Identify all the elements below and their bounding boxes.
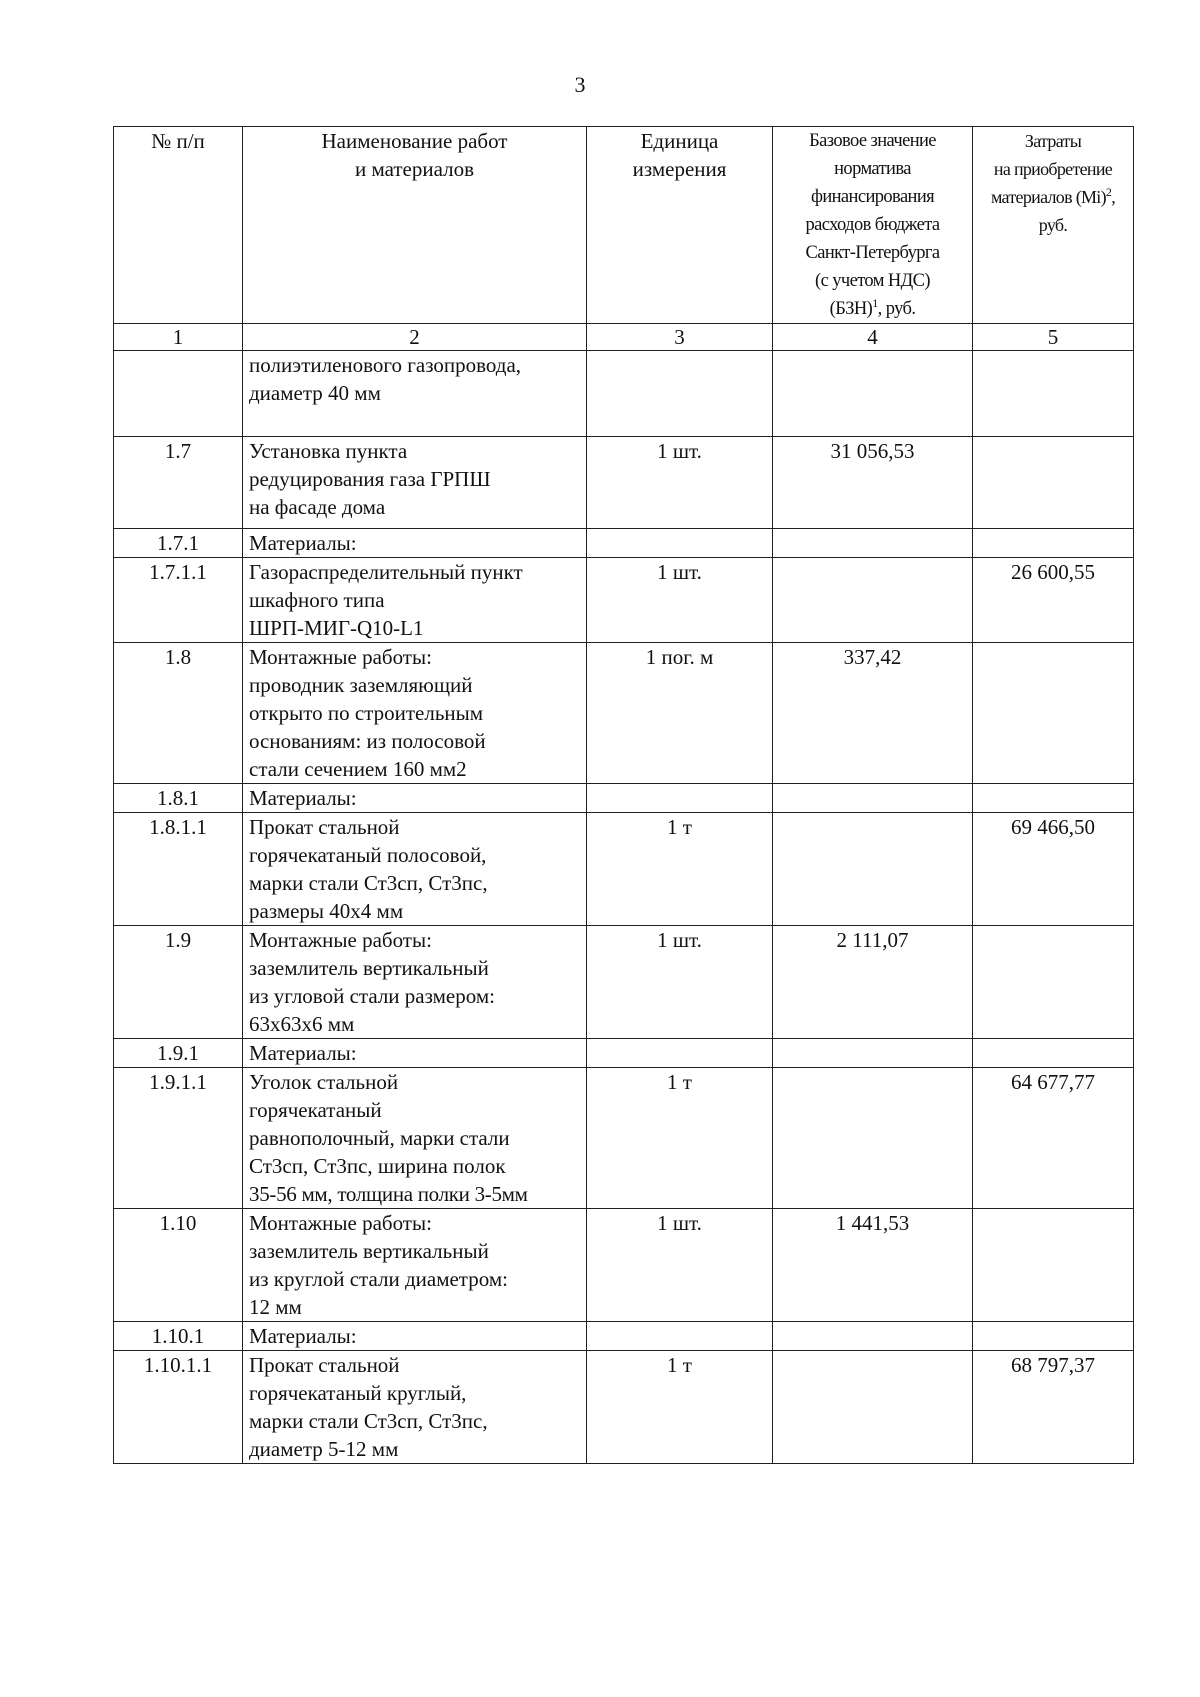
- header-col-name: [243, 127, 587, 324]
- footnote-1-mark: 1: [872, 295, 878, 310]
- row-name-line: 35-56 мм, толщина полки 3-5мм: [249, 1182, 528, 1206]
- row-materials-cost: [973, 643, 1134, 784]
- row-name: [243, 926, 587, 1039]
- row-materials-cost: 26 600,55: [973, 558, 1134, 643]
- row-materials-cost: [973, 437, 1134, 529]
- row-name-line: Монтажные работы:: [249, 1211, 432, 1235]
- row-name-line: редуцирования газа ГРПШ: [249, 467, 491, 491]
- row-name: [243, 558, 587, 643]
- row-materials-cost: [973, 351, 1134, 437]
- row-base-value: [773, 1039, 973, 1068]
- row-name-line: ШРП-МИГ-Q10-L1: [249, 616, 424, 640]
- row-name-line: на фасаде дома: [249, 495, 386, 519]
- table-row: [114, 558, 1134, 643]
- row-materials-cost: [973, 529, 1134, 558]
- row-base-value: [773, 351, 973, 437]
- row-name-line: Материалы:: [249, 531, 357, 555]
- header-col-base-currency: , руб.: [877, 299, 916, 319]
- row-unit: 1 т: [587, 1068, 773, 1209]
- row-name-line: заземлитель вертикальный: [249, 956, 489, 980]
- header-col-base-line: норматива: [834, 159, 911, 179]
- row-name: [243, 1209, 587, 1322]
- row-unit: [587, 1322, 773, 1351]
- row-name: [243, 784, 587, 813]
- table-row: [114, 1322, 1134, 1351]
- row-name-line: Ст3сп, Ст3пс, ширина полок: [249, 1154, 506, 1178]
- table-row: [114, 529, 1134, 558]
- header-col-number: [114, 127, 243, 324]
- header-col-materials-line: руб.: [1038, 215, 1068, 235]
- column-number: 1: [114, 324, 243, 351]
- row-number: 1.7.1: [114, 529, 243, 558]
- row-number: 1.7: [114, 437, 243, 529]
- row-materials-cost: 64 677,77: [973, 1068, 1134, 1209]
- row-name-line: горячекатаный: [249, 1098, 382, 1122]
- table-row: [114, 643, 1134, 784]
- header-col-materials-line: Затраты: [1024, 131, 1082, 151]
- header-col-materials-cost: [973, 127, 1134, 324]
- row-materials-cost: [973, 784, 1134, 813]
- row-name-line: Материалы:: [249, 786, 357, 810]
- row-materials-cost: 68 797,37: [973, 1351, 1134, 1464]
- column-number-row: [114, 324, 1134, 351]
- column-number: 3: [587, 324, 773, 351]
- table-row: [114, 926, 1134, 1039]
- row-base-value: [773, 1351, 973, 1464]
- row-base-value: 337,42: [773, 643, 973, 784]
- row-name-line: из круглой стали диаметром:: [249, 1267, 508, 1291]
- row-name-line: марки стали Ст3сп, Ст3пс,: [249, 871, 488, 895]
- row-name-line: из угловой стали размером:: [249, 984, 495, 1008]
- table-row: [114, 437, 1134, 529]
- row-number: 1.10.1: [114, 1322, 243, 1351]
- row-name-line: марки стали Ст3сп, Ст3пс,: [249, 1409, 488, 1433]
- row-base-value: [773, 1068, 973, 1209]
- row-name-line: Монтажные работы:: [249, 645, 432, 669]
- row-name: [243, 351, 587, 437]
- row-name-line: проводник заземляющий: [249, 673, 473, 697]
- header-col-base-line: (с учетом НДС): [815, 271, 930, 291]
- column-number: 5: [973, 324, 1134, 351]
- row-name: [243, 529, 587, 558]
- footnote-2-mark: 2: [1105, 185, 1112, 199]
- row-materials-cost: 69 466,50: [973, 813, 1134, 926]
- row-number: 1.10: [114, 1209, 243, 1322]
- row-name-line: диаметр 40 мм: [249, 381, 381, 405]
- header-col-base-line: финансирования: [810, 187, 935, 207]
- row-unit: 1 шт.: [587, 558, 773, 643]
- row-number: 1.9: [114, 926, 243, 1039]
- header-row: [114, 127, 1134, 324]
- row-name-line: основаниям: из полосовой: [249, 729, 486, 753]
- table-row: [114, 351, 1134, 437]
- row-name-line: горячекатаный полосовой,: [249, 843, 487, 867]
- table-row: [114, 784, 1134, 813]
- row-number: 1.10.1.1: [114, 1351, 243, 1464]
- row-name-line: размеры 40х4 мм: [249, 899, 404, 923]
- row-name-line: равнополочный, марки стали: [249, 1126, 510, 1150]
- row-base-value: [773, 558, 973, 643]
- table-row: [114, 813, 1134, 926]
- row-name-line: полиэтиленового газопровода,: [249, 353, 522, 377]
- table-body: [114, 351, 1134, 1464]
- header-col-base-line: Базовое значение: [809, 131, 936, 151]
- row-unit: 1 шт.: [587, 1209, 773, 1322]
- row-name-line: стали сечением 160 мм2: [249, 757, 467, 781]
- row-name-line: горячекатаный круглый,: [249, 1381, 467, 1405]
- row-name-line: шкафного типа: [249, 588, 385, 612]
- row-name-line: 63х63х6 мм: [249, 1012, 355, 1036]
- row-name: [243, 437, 587, 529]
- table-row: [114, 1351, 1134, 1464]
- row-name-line: 12 мм: [249, 1295, 302, 1319]
- row-unit: 1 пог. м: [587, 643, 773, 784]
- row-name-line: Уголок стальной: [249, 1070, 399, 1094]
- row-unit: 1 т: [587, 1351, 773, 1464]
- row-name-line: Прокат стальной: [249, 815, 400, 839]
- row-unit: 1 т: [587, 813, 773, 926]
- table-row: [114, 1039, 1134, 1068]
- table-row: [114, 1068, 1134, 1209]
- column-number: 4: [773, 324, 973, 351]
- row-unit: 1 шт.: [587, 437, 773, 529]
- header-col-name-line: Наименование работ: [321, 129, 508, 153]
- row-unit: [587, 351, 773, 437]
- row-name-line: открыто по строительным: [249, 701, 484, 725]
- row-base-value: [773, 784, 973, 813]
- header-col-materials-mi: материалов (Mi): [990, 187, 1106, 207]
- row-name: [243, 643, 587, 784]
- header-col-number-label: № п/п: [151, 129, 205, 153]
- row-base-value: 1 441,53: [773, 1209, 973, 1322]
- header-col-base-value: [773, 127, 973, 324]
- row-unit: [587, 529, 773, 558]
- row-base-value: [773, 813, 973, 926]
- row-name-line: Материалы:: [249, 1324, 357, 1348]
- header-col-base-line: Санкт-Петербурга: [805, 243, 940, 263]
- row-name: [243, 813, 587, 926]
- row-name: [243, 1351, 587, 1464]
- row-name-line: диаметр 5-12 мм: [249, 1437, 399, 1461]
- row-unit: [587, 1039, 773, 1068]
- row-base-value: [773, 1322, 973, 1351]
- norms-table: [113, 126, 1134, 1464]
- header-col-materials-line: на приобретение: [993, 159, 1113, 179]
- row-base-value: 2 111,07: [773, 926, 973, 1039]
- row-number: [114, 351, 243, 437]
- page-number: 3: [574, 72, 586, 97]
- row-materials-cost: [973, 926, 1134, 1039]
- row-unit: [587, 784, 773, 813]
- row-number: 1.8.1: [114, 784, 243, 813]
- row-materials-cost: [973, 1039, 1134, 1068]
- row-name-line: заземлитель вертикальный: [249, 1239, 489, 1263]
- row-name: [243, 1322, 587, 1351]
- header-col-materials-line-mi: [975, 183, 1131, 211]
- row-name-line: Прокат стальной: [249, 1353, 400, 1377]
- row-name-line: Материалы:: [249, 1041, 357, 1065]
- row-materials-cost: [973, 1209, 1134, 1322]
- header-col-base-line: расходов бюджета: [805, 215, 940, 235]
- row-materials-cost: [973, 1322, 1134, 1351]
- row-number: 1.8.1.1: [114, 813, 243, 926]
- header-col-materials-comma: ,: [1111, 187, 1116, 207]
- row-name: [243, 1039, 587, 1068]
- header-col-unit: [587, 127, 773, 324]
- row-name-line: Монтажные работы:: [249, 928, 432, 952]
- header-col-base-line-last: [779, 295, 966, 323]
- header-col-unit-line: Единица: [640, 129, 719, 153]
- row-name: [243, 1068, 587, 1209]
- header-col-base-abbr: (БЗН): [829, 299, 873, 319]
- row-name-line: Газораспределительный пункт: [249, 560, 523, 584]
- row-number: 1.9.1: [114, 1039, 243, 1068]
- row-number: 1.8: [114, 643, 243, 784]
- row-base-value: [773, 529, 973, 558]
- row-name-line: Установка пункта: [249, 439, 408, 463]
- row-number: 1.9.1.1: [114, 1068, 243, 1209]
- row-base-value: 31 056,53: [773, 437, 973, 529]
- row-number: 1.7.1.1: [114, 558, 243, 643]
- header-col-unit-line: измерения: [632, 157, 727, 181]
- header-col-name-line: и материалов: [354, 157, 475, 181]
- table-row: [114, 1209, 1134, 1322]
- column-number: 2: [243, 324, 587, 351]
- row-unit: 1 шт.: [587, 926, 773, 1039]
